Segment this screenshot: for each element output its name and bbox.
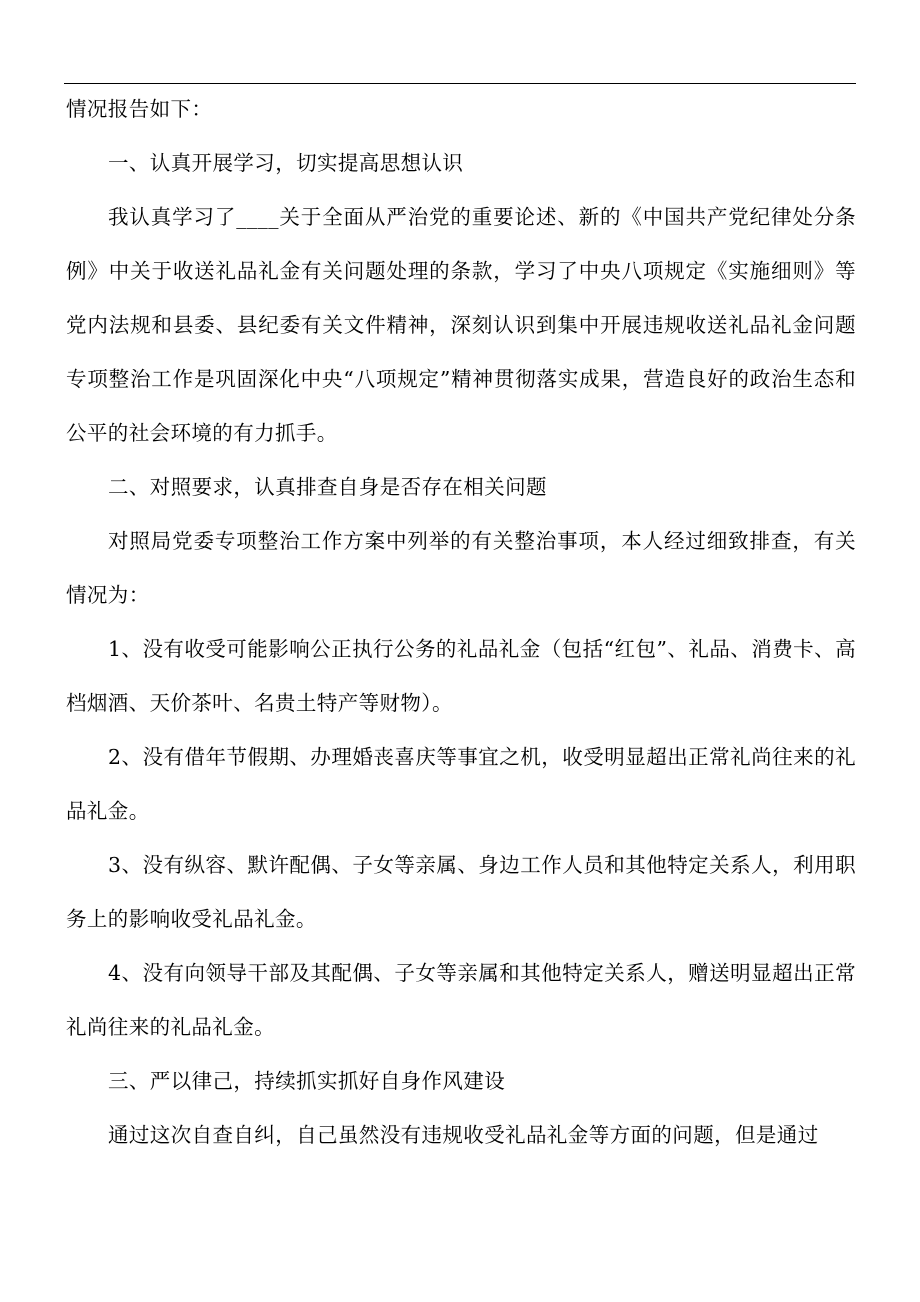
section-heading-1: 一、认真开展学习，切实提高思想认识 <box>108 151 464 175</box>
document-body <box>66 82 856 1162</box>
section-3-paragraph: 通过这次自查自纠，自己虽然没有违规收受礼品礼金等方面的问题，但是通过 <box>108 1123 819 1147</box>
section-heading-2: 二、对照要求，认真排查自身是否存在相关问题 <box>108 475 547 499</box>
intro-line: 情况报告如下： <box>66 97 213 121</box>
list-item-3: 3、没有纵容、默许配偶、子女等亲属、身边工作人员和其他特定关系人，利用职务上的影响收受礼品礼金。 <box>66 853 856 931</box>
list-item-2: 2、没有借年节假期、办理婚丧喜庆等事宜之机，收受明显超出正常礼尚往来的礼品礼金。 <box>66 745 856 823</box>
section-1-paragraph: 我认真学习了____关于全面从严治党的重要论述、新的《中国共产党纪律处分条例》中关于收送礼品礼金有关问题处理的条款，学习了中央八项规定《实施细则》等党内法规和县委、县纪委有关文件精神，深刻认识到集中开展违规收送礼品礼金问题专项整治工作是巩固深化中央“八项规定”精神贯彻落实成果，营造良好的政治生态和公平的社会环境的有力抓手。 <box>66 205 856 445</box>
list-item-4: 4、没有向领导干部及其配偶、子女等亲属和其他特定关系人，赠送明显超出正常礼尚往来的礼品礼金。 <box>66 961 856 1039</box>
section-heading-3: 三、严以律己，持续抓实抓好自身作风建设 <box>108 1069 506 1093</box>
section-2-paragraph: 对照局党委专项整治工作方案中列举的有关整治事项，本人经过细致排查，有关情况为： <box>66 529 856 607</box>
list-item-1: 1、没有收受可能影响公正执行公务的礼品礼金（包括“红包”、礼品、消费卡、高档烟酒、天价茶叶、名贵土特产等财物）。 <box>66 637 856 715</box>
